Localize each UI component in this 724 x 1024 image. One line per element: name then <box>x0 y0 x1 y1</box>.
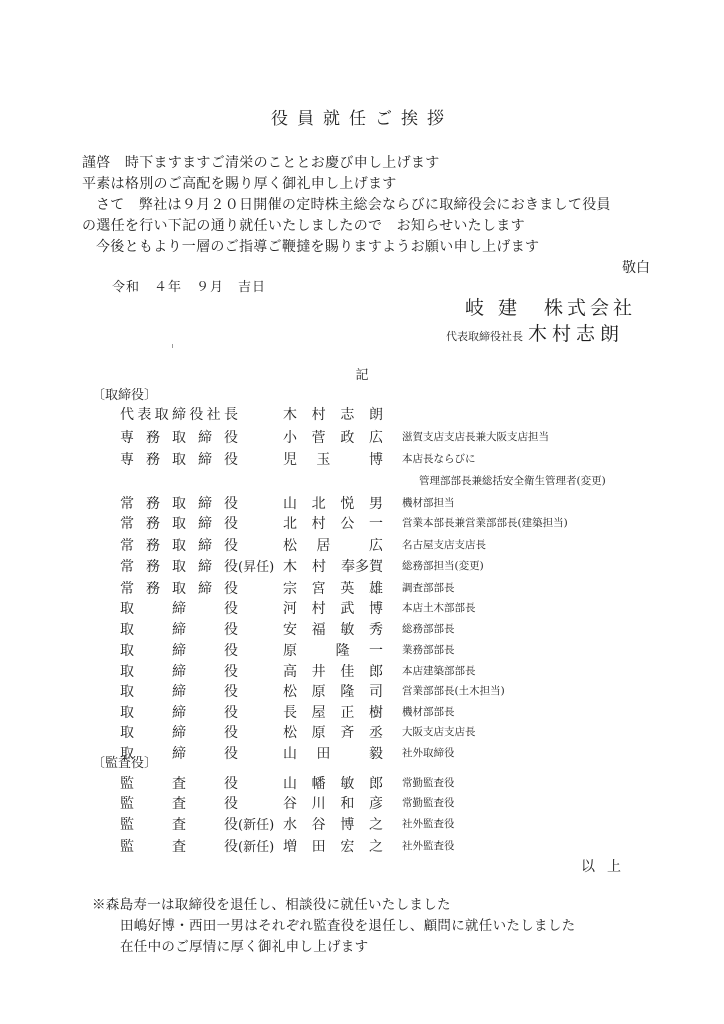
member-name-char: 屋 <box>311 705 326 721</box>
member-name-char: 敏 <box>340 776 355 792</box>
member-row <box>0 793 724 813</box>
member-row <box>0 493 724 513</box>
member-name-char: 川 <box>311 796 326 812</box>
member-name-char: 司 <box>368 684 383 700</box>
member-name <box>283 427 383 447</box>
member-name <box>283 773 383 793</box>
member-name-char: 之 <box>368 839 383 855</box>
member-position: 監査役 <box>120 817 238 833</box>
member-name <box>283 743 383 763</box>
member-position: 取締役 <box>120 664 238 680</box>
member-name <box>283 619 383 639</box>
member-name-char: 雄 <box>368 581 383 597</box>
member-name <box>283 578 383 598</box>
member-name-char: 村 <box>311 601 326 617</box>
member-position: 常務取締役 <box>120 496 238 512</box>
member-name-char: 玉 <box>316 452 331 468</box>
member-name-char: 原 <box>311 684 326 700</box>
member-name-char: 秀 <box>368 622 383 638</box>
member-name-char: 博 <box>368 452 383 468</box>
member-name-char: 原 <box>283 643 297 659</box>
member-name-char: 菅 <box>311 430 326 446</box>
member-position: 専務取締役 <box>120 452 238 468</box>
member-position: 取締役 <box>120 601 238 617</box>
member-name-char: 福 <box>311 622 326 638</box>
member-position: 常務取締役 <box>120 581 238 597</box>
member-duty: 業務部部長 <box>402 644 455 656</box>
greeting-line-4: の選任を行い下記の通り就任いたしましたので お知らせいたします <box>82 218 525 234</box>
member-name-char: 広 <box>368 430 383 446</box>
member-name-char: 増 <box>283 839 297 855</box>
member-row <box>0 578 724 598</box>
member-name-char: 政 <box>340 430 355 446</box>
member-name-char: 松 <box>283 684 297 700</box>
member-name-char: 居 <box>316 538 331 554</box>
member-name-char: 宗 <box>283 581 297 597</box>
member-name-char: 北 <box>283 516 297 532</box>
greeting-line-2: 平素は格別のご高配を賜り厚く御礼申し上げます <box>82 176 397 192</box>
member-name-char: 松 <box>283 538 297 554</box>
member-duty: 総務部部長 <box>402 623 455 635</box>
member-name-char: 郎 <box>368 776 383 792</box>
member-row <box>0 661 724 681</box>
member-position: 取締役 <box>120 725 238 741</box>
member-position: 取締役 <box>120 643 238 659</box>
member-name-char: 和 <box>340 796 355 812</box>
member-name-char: 博 <box>340 817 355 833</box>
member-name-char: 水 <box>283 817 297 833</box>
member-row <box>0 722 724 742</box>
member-name-char: 隆 <box>335 643 350 659</box>
member-name-char: 毅 <box>368 746 383 762</box>
scan-speck <box>172 344 173 348</box>
note-line-2: 田嶋好博・西田一男はそれぞれ監査役を退任し、顧問に就任いたしました <box>120 918 576 934</box>
member-duty: 総務部担当(変更) <box>402 560 484 572</box>
member-name-char: 悦 <box>340 496 355 512</box>
document-title: 役員就任ご挨拶 <box>271 109 453 129</box>
member-name-char: 斉 <box>340 725 355 741</box>
member-name-char: 佳 <box>340 664 355 680</box>
member-position: 取締役 <box>120 622 238 638</box>
member-row <box>0 619 724 639</box>
member-name-char: 一 <box>368 643 383 659</box>
member-duty: 社外監査役 <box>402 818 455 830</box>
member-name-char: 宏 <box>340 839 355 855</box>
member-name-char: 隆 <box>340 684 355 700</box>
member-name <box>283 404 383 424</box>
member-duty: 調査部部長 <box>402 582 455 594</box>
member-name-char: 木 <box>283 559 297 575</box>
member-name <box>283 814 383 834</box>
member-name-char: 朗 <box>368 407 383 423</box>
member-name-char: 男 <box>368 496 383 512</box>
member-name <box>283 702 383 722</box>
member-name <box>283 598 383 618</box>
member-row <box>0 773 724 793</box>
member-name-char: 郎 <box>368 664 383 680</box>
member-name-char: 英 <box>340 581 355 597</box>
member-name <box>283 513 383 533</box>
closing-keihaku: 敬白 <box>622 260 650 276</box>
auditors-section-label: 〔監査役〕 <box>92 756 158 771</box>
member-name-char: 博 <box>368 601 383 617</box>
greeting-line-3: さて 弊社は９月２０日開催の定時株主総会ならびに取締役会におきまして役員 <box>96 197 611 213</box>
member-duty: 本店建築部部長 <box>402 665 476 677</box>
member-duty: 本店長ならびに <box>402 453 476 465</box>
note-line-1: ※森島寿一は取締役を退任し、相談役に就任いたしました <box>92 897 451 913</box>
member-name-char: 木 <box>283 407 297 423</box>
member-duty: 社外監査役 <box>402 840 455 852</box>
greeting-line-5: 今後ともより一層のご指導ご鞭撻を賜りますようお願い申し上げます <box>96 239 540 255</box>
member-name-char: 児 <box>283 452 297 468</box>
member-duty: 機材部担当 <box>402 497 455 509</box>
member-position: 取締役 <box>120 705 238 721</box>
member-mark: (昇任) <box>238 560 275 575</box>
member-row <box>0 814 724 834</box>
member-name-char: 敏 <box>340 622 355 638</box>
member-row <box>0 449 724 469</box>
member-position: 常務取締役 <box>120 538 238 554</box>
member-name <box>283 449 383 469</box>
member-row <box>0 556 724 576</box>
member-name <box>283 722 383 742</box>
member-duty: 滋賀支店支店長兼大阪支店担当 <box>402 431 549 443</box>
member-name-char: 山 <box>283 776 297 792</box>
member-name-char: 村 <box>311 407 326 423</box>
member-name-char: 彦 <box>368 796 383 812</box>
member-row <box>0 681 724 701</box>
member-name-char: 志 <box>340 407 355 423</box>
member-name-char: 安 <box>283 622 297 638</box>
member-duty: 常勤監査役 <box>402 777 455 789</box>
member-duty: 大阪支店支店長 <box>402 726 476 738</box>
member-name-char: 松 <box>283 725 297 741</box>
member-name-char: 武 <box>340 601 355 617</box>
member-row <box>0 535 724 555</box>
member-position: 監査役 <box>120 776 238 792</box>
member-name <box>283 640 383 660</box>
member-name <box>283 556 383 576</box>
member-name <box>283 836 383 856</box>
member-name <box>283 493 383 513</box>
member-duty: 営業本部長兼営業部部長(建築担当) <box>402 517 568 529</box>
member-duty: 名古屋支店支店長 <box>402 539 486 551</box>
member-name-char: 高 <box>283 664 297 680</box>
issue-date: 令和 ４年 ９月 吉日 <box>112 280 267 295</box>
directors-section-label: 〔取締役〕 <box>92 388 158 403</box>
member-name-char: 北 <box>311 496 326 512</box>
member-name-char: 奉多賀 <box>341 559 383 575</box>
member-row <box>0 640 724 660</box>
member-row <box>0 427 724 447</box>
member-name-char: 丞 <box>368 725 383 741</box>
president-name: 木村志朗 <box>528 323 625 345</box>
member-name-char: 小 <box>283 430 297 446</box>
member-name-char: 山 <box>283 746 297 762</box>
director-extra-duty: 管理部部長兼総括安全衛生管理者(変更) <box>419 475 606 487</box>
member-name-char: 一 <box>368 516 383 532</box>
member-name-char: 正 <box>340 705 355 721</box>
member-name-char: 公 <box>340 516 355 532</box>
member-position: 取締役 <box>120 684 238 700</box>
member-duty: 営業部部長(土木担当) <box>402 685 505 697</box>
member-name <box>283 535 383 555</box>
president-title: 代表取締役社長 <box>446 330 523 343</box>
ki-heading: 記 <box>355 368 369 383</box>
member-name-char: 長 <box>283 705 297 721</box>
member-name-char: 広 <box>368 538 383 554</box>
member-name-char: 井 <box>311 664 326 680</box>
member-name-char: 村 <box>311 516 326 532</box>
member-duty: 社外取締役 <box>402 747 455 759</box>
member-name-char: 之 <box>368 817 383 833</box>
member-name-char: 谷 <box>283 796 297 812</box>
member-position: 取締役 <box>120 746 238 762</box>
member-name <box>283 681 383 701</box>
member-name-char: 宮 <box>311 581 326 597</box>
member-name-char: 田 <box>316 746 331 762</box>
member-mark: (新任) <box>238 818 275 833</box>
member-name-char: 河 <box>283 601 297 617</box>
member-duty: 常勤監査役 <box>402 797 455 809</box>
member-position: 監査役 <box>120 839 238 855</box>
ijo-closing: 以上 <box>581 859 633 875</box>
member-position: 監査役 <box>120 796 238 812</box>
member-position: 常務取締役 <box>120 516 238 532</box>
member-row <box>0 513 724 533</box>
member-mark: (新任) <box>238 840 275 855</box>
member-position: 代表取締役社長 <box>120 407 238 423</box>
member-row <box>0 836 724 856</box>
member-position: 専務取締役 <box>120 430 238 446</box>
member-row <box>0 702 724 722</box>
member-row <box>0 598 724 618</box>
member-name <box>283 661 383 681</box>
member-name-char: 樹 <box>368 705 383 721</box>
member-name-char: 山 <box>283 496 297 512</box>
member-name <box>283 793 383 813</box>
member-position: 常務取締役 <box>120 559 238 575</box>
member-duty: 本店土木部部長 <box>402 602 476 614</box>
member-name-char: 原 <box>311 725 326 741</box>
member-row <box>0 404 724 424</box>
note-line-3: 在任中のご厚情に厚く御礼申し上げます <box>120 939 369 955</box>
company-name: 岐 建 株式会社 <box>464 297 636 319</box>
member-name-char: 幡 <box>311 776 326 792</box>
member-name-char: 村 <box>312 559 326 575</box>
greeting-line-1: 謹啓 時下ますますご清栄のこととお慶び申し上げます <box>82 155 440 171</box>
member-name-char: 田 <box>311 839 326 855</box>
member-duty: 機材部部長 <box>402 706 455 718</box>
member-name-char: 谷 <box>311 817 326 833</box>
